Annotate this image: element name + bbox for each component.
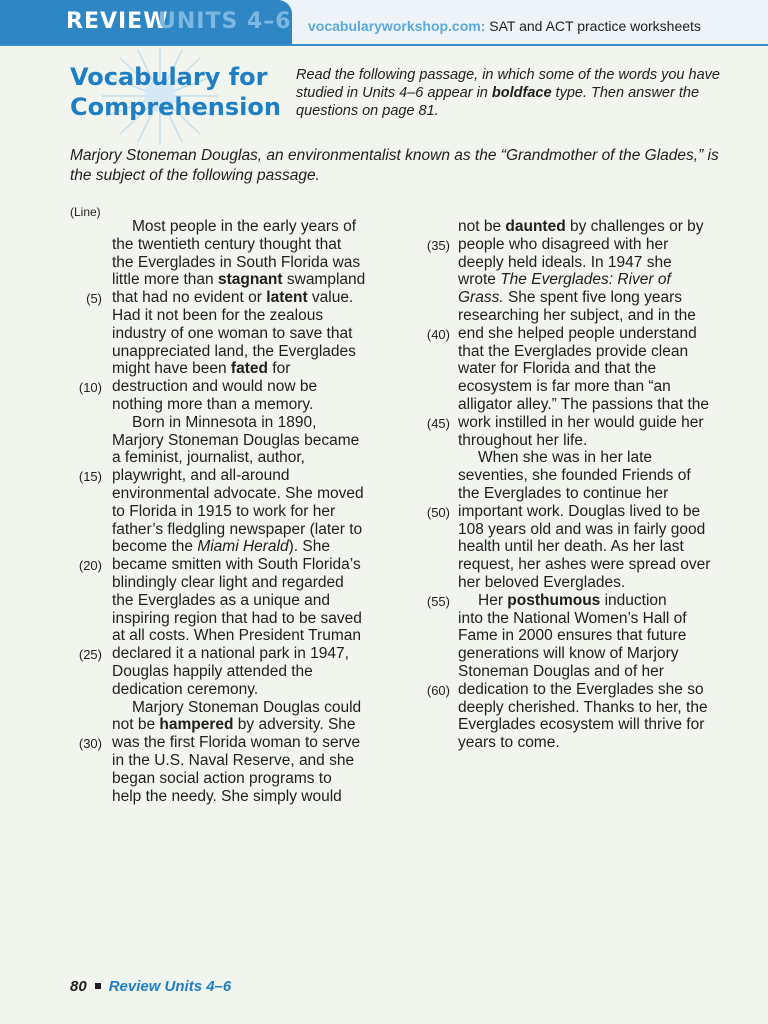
passage-line bbox=[458, 289, 748, 307]
passage-line bbox=[112, 254, 402, 272]
line-text: value. bbox=[307, 289, 354, 307]
passage-line bbox=[458, 396, 748, 414]
passage-line bbox=[458, 485, 748, 503]
passage-line bbox=[458, 271, 748, 289]
line-text: induction bbox=[600, 591, 667, 609]
passage-line bbox=[458, 734, 748, 752]
italic-title: The Everglades: River of bbox=[500, 271, 671, 289]
line-number: (10) bbox=[78, 380, 102, 396]
passage-line bbox=[112, 574, 402, 592]
line-text: began social action programs to bbox=[112, 769, 332, 787]
passage-line bbox=[112, 236, 402, 254]
line-text: little more than bbox=[112, 271, 218, 289]
line-text: swampland bbox=[282, 271, 366, 289]
passage-line bbox=[458, 521, 748, 539]
line-text: Douglas happily attended the bbox=[112, 662, 313, 680]
passage-column-left bbox=[78, 218, 402, 805]
passage-line bbox=[112, 610, 402, 628]
footer-label: Review Units 4–6 bbox=[108, 978, 232, 995]
line-text: ). She bbox=[288, 538, 330, 556]
site-line bbox=[308, 18, 701, 34]
line-text: that had no evident or bbox=[112, 289, 267, 307]
line-text: the Everglades in South Florida was bbox=[112, 253, 361, 271]
page-number: 80 bbox=[70, 978, 87, 995]
line-number: (50) bbox=[426, 504, 450, 520]
passage-line bbox=[112, 325, 402, 343]
line-number: (30) bbox=[78, 736, 102, 752]
passage-line bbox=[112, 592, 402, 610]
italic-title: Miami Herald bbox=[197, 538, 289, 556]
passage-line bbox=[112, 681, 402, 699]
passage-line bbox=[78, 556, 402, 574]
passage-line bbox=[78, 645, 402, 663]
section-title bbox=[70, 62, 280, 122]
line-text: blindingly clear light and regarded bbox=[112, 573, 344, 591]
line-text: deeply held ideals. In 1947 she bbox=[458, 253, 672, 271]
vocabulary-word: hampered bbox=[159, 716, 234, 734]
passage-line bbox=[78, 734, 402, 752]
passage-line bbox=[458, 610, 748, 628]
passage-line bbox=[112, 396, 402, 414]
site-url: vocabularyworkshop.com: bbox=[308, 18, 486, 34]
line-text: into the National Women’s Hall of bbox=[458, 609, 687, 627]
line-text: Marjory Stoneman Douglas could bbox=[132, 698, 362, 716]
line-text: industry of one woman to save that bbox=[112, 324, 353, 342]
passage-line bbox=[458, 699, 748, 717]
line-text: the Everglades as a unique and bbox=[112, 591, 331, 609]
passage-line bbox=[458, 556, 748, 574]
vocabulary-word: posthumous bbox=[507, 591, 601, 609]
line-text: the Everglades to continue her bbox=[458, 484, 669, 502]
passage-line bbox=[112, 414, 402, 432]
line-text: researching her subject, and in the bbox=[458, 306, 696, 324]
section-title-line-1: Vocabulary for bbox=[70, 63, 268, 91]
line-text: Her bbox=[478, 591, 508, 609]
line-number: (45) bbox=[426, 415, 450, 431]
line-number: (5) bbox=[86, 291, 102, 307]
line-number: (35) bbox=[426, 237, 450, 253]
line-text: generations will know of Marjory bbox=[458, 645, 679, 663]
line-text: health until her death. As her last bbox=[458, 538, 684, 556]
line-text: Born in Minnesota in 1890, bbox=[132, 413, 317, 431]
line-text: Marjory Stoneman Douglas became bbox=[112, 431, 360, 449]
instructions-text: Read the following passage, in which some of the words you have studied in Units 4–6 appear in bbox=[296, 67, 720, 101]
passage-line bbox=[458, 663, 748, 681]
passage-line bbox=[458, 218, 748, 236]
line-text: a feminist, journalist, author, bbox=[112, 449, 305, 467]
passage-line bbox=[426, 502, 748, 521]
line-text: seventies, she founded Friends of bbox=[458, 467, 691, 485]
passage-line bbox=[426, 591, 748, 610]
vocabulary-word: fated bbox=[230, 360, 268, 378]
line-text: wrote bbox=[458, 271, 501, 289]
line-text: dedication to the Everglades she so bbox=[458, 680, 704, 698]
passage-line bbox=[112, 521, 402, 539]
line-text: nothing more than a memory. bbox=[112, 395, 314, 413]
section-title-line-2: Comprehension bbox=[70, 93, 281, 121]
site-description: SAT and ACT practice worksheets bbox=[485, 18, 701, 34]
line-text: declared it a national park in 1947, bbox=[112, 645, 349, 663]
line-text: that the Everglades provide clean bbox=[458, 342, 689, 360]
line-text: inspiring region that had to be saved bbox=[112, 609, 362, 627]
line-text: Fame in 2000 ensures that future bbox=[458, 627, 687, 645]
passage-line bbox=[458, 343, 748, 361]
vocabulary-word: latent bbox=[266, 289, 308, 307]
passage-line bbox=[112, 770, 402, 788]
passage-line bbox=[112, 627, 402, 645]
line-text: years to come. bbox=[458, 734, 560, 752]
line-text: become the bbox=[112, 538, 198, 556]
passage-line bbox=[112, 449, 402, 467]
passage-line bbox=[112, 432, 402, 450]
line-text: work instilled in her would guide her bbox=[458, 413, 704, 431]
line-text: Had it not been for the zealous bbox=[112, 306, 324, 324]
line-text: to Florida in 1915 to work for her bbox=[112, 502, 336, 520]
passage-line bbox=[112, 788, 402, 806]
line-text: request, her ashes were spread over bbox=[458, 556, 711, 574]
passage-line bbox=[112, 716, 402, 734]
passage-line bbox=[112, 307, 402, 325]
line-text: unappreciated land, the Everglades bbox=[112, 342, 356, 360]
line-text: 108 years old and was in fairly good bbox=[458, 520, 706, 538]
passage-line bbox=[112, 538, 402, 556]
passage-line bbox=[458, 449, 748, 467]
passage-line bbox=[458, 307, 748, 325]
passage-line bbox=[458, 627, 748, 645]
line-text: the twentieth century thought that bbox=[112, 235, 342, 253]
line-text: playwright, and all-around bbox=[112, 467, 290, 485]
passage-line bbox=[112, 752, 402, 770]
passage-line bbox=[112, 271, 402, 289]
header-bar bbox=[0, 0, 768, 46]
line-text: by challenges or by bbox=[565, 218, 704, 235]
line-text: She spent five long years bbox=[503, 289, 683, 307]
line-number: (20) bbox=[78, 558, 102, 574]
line-number: (55) bbox=[426, 593, 450, 609]
review-label: REVIEW bbox=[66, 9, 169, 34]
line-text: deeply cherished. Thanks to her, the bbox=[458, 698, 708, 716]
line-text: for bbox=[267, 360, 291, 378]
line-text: not be bbox=[112, 716, 160, 734]
line-text: dedication ceremony. bbox=[112, 680, 259, 698]
line-text: Most people in the early years of bbox=[132, 218, 357, 235]
italic-title: Grass. bbox=[458, 289, 504, 307]
passage-line bbox=[78, 378, 402, 396]
line-number: (40) bbox=[426, 326, 450, 342]
line-label: (Line) bbox=[70, 205, 101, 219]
line-number: (15) bbox=[78, 469, 102, 485]
passage-line bbox=[458, 538, 748, 556]
line-number: (60) bbox=[426, 682, 450, 698]
instructions bbox=[296, 66, 726, 120]
line-text: Everglades ecosystem will thrive for bbox=[458, 716, 705, 734]
passage-line bbox=[86, 289, 402, 307]
passage-line bbox=[458, 254, 748, 272]
line-text: father’s fledgling newspaper (later to bbox=[112, 520, 363, 538]
line-text: in the U.S. Naval Reserve, and she bbox=[112, 751, 355, 769]
line-text: alligator alley.” The passions that the bbox=[458, 395, 710, 413]
passage-line bbox=[458, 467, 748, 485]
passage-line bbox=[426, 413, 748, 432]
line-text: might have been bbox=[112, 360, 231, 378]
passage-column-right bbox=[426, 218, 748, 752]
line-text: people who disagreed with her bbox=[458, 235, 669, 253]
passage-line bbox=[112, 218, 402, 236]
line-text: throughout her life. bbox=[458, 431, 588, 449]
passage-line bbox=[458, 645, 748, 663]
line-text: environmental advocate. She moved bbox=[112, 484, 364, 502]
passage-line bbox=[112, 343, 402, 361]
line-text: destruction and would now be bbox=[112, 378, 318, 396]
passage-line bbox=[426, 235, 748, 254]
passage-line bbox=[112, 503, 402, 521]
vocabulary-word: daunted bbox=[505, 218, 566, 235]
line-text: end she helped people understand bbox=[458, 324, 697, 342]
passage-line bbox=[458, 432, 748, 450]
line-text: not be bbox=[458, 218, 506, 235]
line-text: at all costs. When President Truman bbox=[112, 627, 361, 645]
passage-line bbox=[78, 467, 402, 485]
passage-line bbox=[112, 699, 402, 717]
passage-line bbox=[458, 716, 748, 734]
line-text: important work. Douglas lived to be bbox=[458, 502, 701, 520]
line-text: water for Florida and that the bbox=[458, 360, 657, 378]
instructions-bold-word: boldface bbox=[491, 85, 552, 101]
line-text: Stoneman Douglas and of her bbox=[458, 662, 664, 680]
review-tab bbox=[0, 0, 292, 44]
review-units-label: UNITS 4–6 bbox=[158, 9, 292, 34]
bullet-icon bbox=[95, 983, 101, 989]
passage-line bbox=[112, 485, 402, 503]
passage-line bbox=[112, 663, 402, 681]
vocabulary-word: stagnant bbox=[217, 271, 283, 289]
passage-line bbox=[426, 324, 748, 343]
passage-line bbox=[426, 680, 748, 699]
line-text: her beloved Everglades. bbox=[458, 573, 626, 591]
passage-line bbox=[458, 378, 748, 396]
line-text: by adversity. She bbox=[233, 716, 356, 734]
line-text: ecosystem is far more than “an bbox=[458, 378, 671, 396]
line-number: (25) bbox=[78, 647, 102, 663]
passage-line bbox=[458, 574, 748, 592]
line-text: When she was in her late bbox=[478, 449, 653, 467]
passage-line bbox=[458, 360, 748, 378]
line-text: became smitten with South Florida’s bbox=[112, 556, 361, 574]
passage-line bbox=[112, 360, 402, 378]
line-text: was the first Florida woman to serve bbox=[112, 734, 361, 752]
passage-intro: Marjory Stoneman Douglas, an environmentalist known as the “Grandmother of the Glades,” is the subject of the following passage. bbox=[70, 147, 719, 184]
line-text: help the needy. She simply would bbox=[112, 787, 342, 805]
page-footer bbox=[70, 978, 231, 995]
instructions-text-end: type. Then answer the questions on page 81. bbox=[296, 85, 700, 119]
